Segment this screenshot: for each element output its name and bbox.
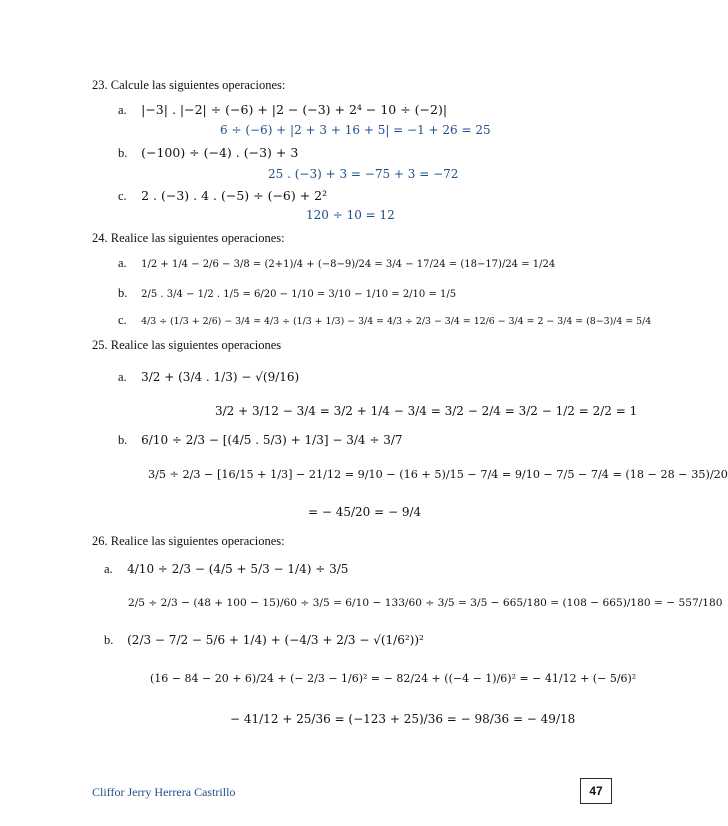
q24-item-c [118, 313, 651, 328]
question-26-title: 26. Realice las siguientes operaciones: [92, 534, 285, 548]
footer-author: Cliffor Jerry Herrera Castrillo [92, 785, 236, 799]
q26-a-expression: 4/10 ÷ 2/3 − (4/5 + 5/3 − 1/4) ÷ 3/5 [127, 562, 349, 576]
item-label: c. [118, 189, 127, 203]
q23-b-answer: 25 . (−3) + 3 = −75 + 3 = −72 [268, 167, 459, 181]
q25-item-b [118, 433, 403, 448]
q24-item-a [118, 256, 555, 271]
question-24-title: 24. Realice las siguientes operaciones: [92, 231, 285, 245]
q26-b-answer-line2: − 41/12 + 25/36 = (−123 + 25)/36 = − 98/36 = − 49/18 [230, 712, 576, 726]
item-label: a. [118, 103, 127, 117]
q25-b-answer-line1: 3/5 ÷ 2/3 − [16/15 + 1/3] − 21/12 = 9/10 − (16 + 5)/15 − 7/4 = 9/10 − 7/5 − 7/4 = (18 − 28 − 35)/20 [148, 468, 728, 481]
item-label: b. [118, 286, 128, 300]
q24-a-expression: 1/2 + 1/4 − 2/6 − 3/8 = (2+1)/4 + (−8−9)/24 = 3/4 − 17/24 = (18−17)/24 = 1/24 [141, 259, 556, 270]
item-label: b. [118, 433, 128, 447]
item-label: a. [104, 562, 113, 576]
q25-item-a [118, 370, 299, 385]
item-label: a. [118, 256, 127, 270]
item-label: a. [118, 370, 127, 384]
q23-item-a [118, 102, 447, 118]
question-25-title: 25. Realice las siguientes operaciones [92, 338, 282, 352]
page-number: 47 [580, 778, 612, 804]
q25-b-expression: 6/10 ÷ 2/3 − [(4/5 . 5/3) + 1/3] − 3/4 ÷ 3/7 [141, 433, 403, 447]
q25-a-answer: 3/2 + 3/12 − 3/4 = 3/2 + 1/4 − 3/4 = 3/2 − 2/4 = 3/2 − 1/2 = 2/2 = 1 [215, 404, 638, 418]
q23-c-expression: 2 . (−3) . 4 . (−5) ÷ (−6) + 2² [141, 188, 328, 203]
q23-b-expression: (−100) ÷ (−4) . (−3) + 3 [141, 145, 299, 160]
q24-item-b [118, 286, 456, 301]
q23-a-expression: |−3| . |−2| ÷ (−6) + |2 − (−3) + 2⁴ − 10 ÷ (−2)| [141, 102, 448, 117]
q23-item-c [118, 188, 327, 204]
q24-c-expression: 4/3 ÷ (1/3 + 2/6) − 3/4 = 4/3 ÷ (1/3 + 1/3) − 3/4 = 4/3 ÷ 2/3 − 3/4 = 12/6 − 3/4 = 2 − 3/4 = (8−3)/4 = 5/4 [141, 316, 652, 327]
q24-b-expression: 2/5 . 3/4 − 1/2 . 1/5 = 6/20 − 1/10 = 3/10 − 1/10 = 2/10 = 1/5 [141, 289, 457, 300]
q26-item-b [104, 633, 424, 648]
q26-b-expression: (2/3 − 7/2 − 5/6 + 1/4) + (−4/3 + 2/3 − √(1/6²))² [127, 633, 424, 647]
q23-a-answer: 6 ÷ (−6) + |2 + 3 + 16 + 5| = −1 + 26 = 25 [220, 123, 491, 137]
item-label: b. [118, 146, 128, 160]
q23-item-b [118, 145, 298, 161]
q23-c-answer: 120 ÷ 10 = 12 [306, 208, 395, 222]
item-label: b. [104, 633, 114, 647]
q25-b-answer-line2: = − 45/20 = − 9/4 [308, 505, 422, 519]
q25-a-expression: 3/2 + (3/4 . 1/3) − √(9/16) [141, 370, 300, 384]
q26-b-answer-line1: (16 − 84 − 20 + 6)/24 + (− 2/3 − 1/6)² = − 82/24 + ((−4 − 1)/6)² = − 41/12 + (− 5/6)² [150, 672, 637, 685]
q26-a-answer: 2/5 ÷ 2/3 − (48 + 100 − 15)/60 ÷ 3/5 = 6/10 − 133/60 ÷ 3/5 = 3/5 − 665/180 = (108 − 665)/180 = − 557/180 [128, 597, 723, 609]
q26-item-a [104, 562, 348, 577]
item-label: c. [118, 313, 127, 327]
question-23-title: 23. Calcule las siguientes operaciones: [92, 78, 286, 92]
